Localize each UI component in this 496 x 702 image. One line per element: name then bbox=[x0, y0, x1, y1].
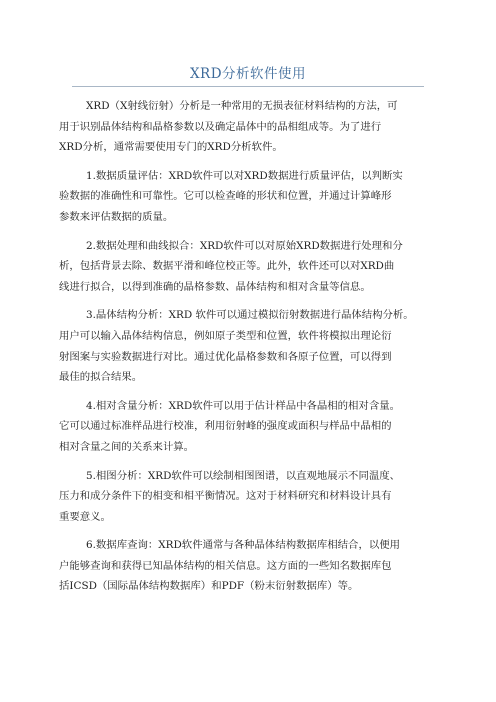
text-line: 参数来评估数据的质量。 bbox=[59, 210, 174, 223]
text-line: 3.晶体结构分析：XRD 软件可以通过模拟衍射数据进行晶体结构分析。 bbox=[86, 309, 414, 322]
paragraph-phase-diagram bbox=[59, 466, 439, 528]
text-line: 最佳的拟合结果。 bbox=[59, 371, 143, 384]
text-line: 析，包括背景去除、数据平滑和峰位校正等。此外，软件还可以对XRD曲 bbox=[59, 260, 395, 273]
text-line: 射图案与实验数据进行对比。通过优化晶格参数和各原子位置，可以得到 bbox=[59, 350, 392, 363]
text-line: 压力和成分条件下的相变和相平衡情况。这对于材料研究和材料设计具有 bbox=[59, 490, 392, 503]
paragraph-crystal-structure bbox=[59, 305, 439, 387]
document-body bbox=[59, 96, 439, 605]
title-divider bbox=[72, 86, 424, 87]
paragraph-relative-content bbox=[59, 396, 439, 458]
text-line: 重要意义。 bbox=[59, 510, 111, 523]
text-line: 括ICSD（国际晶体结构数据库）和PDF（粉末衍射数据库）等。 bbox=[59, 580, 359, 593]
text-line: 6.数据库查询：XRD软件通常与各种晶体结构数据库相结合，以便用 bbox=[86, 539, 401, 552]
text-line: 相对含量之间的关系来计算。 bbox=[59, 440, 195, 453]
text-line: 1.数据质量评估：XRD软件可以对XRD数据进行质量评估，以判断实 bbox=[86, 169, 403, 182]
text-line: 2.数据处理和曲线拟合：XRD软件可以对原始XRD数据进行处理和分 bbox=[86, 239, 403, 252]
text-line: 它可以通过标准样品进行校准，利用衍射峰的强度或面积与样品中晶相的 bbox=[59, 420, 392, 433]
text-line: 户能够查询和获得已知晶体结构的相关信息。这方面的一些知名数据库包 bbox=[59, 559, 392, 572]
text-line: XRD分析，通常需要使用专门的XRD分析软件。 bbox=[59, 141, 283, 154]
text-line: 线进行拟合，以得到准确的晶格参数、晶体结构和相对含量等信息。 bbox=[59, 280, 371, 293]
paragraph-database-query bbox=[59, 535, 439, 597]
text-line: 4.相对含量分析：XRD软件可以用于估计样品中各晶相的相对含量。 bbox=[86, 399, 401, 412]
text-line: 用于识别晶体结构和晶格参数以及确定晶体中的晶相组成等。为了进行 bbox=[59, 120, 382, 133]
text-line: 验数据的准确性和可靠性。它可以检查峰的形状和位置，并通过计算峰形 bbox=[59, 190, 392, 203]
paragraph-data-processing bbox=[59, 236, 439, 298]
document-title: XRD分析软件使用 bbox=[189, 66, 307, 82]
text-line: 5.相图分析：XRD软件可以绘制相图图谱，以直观地展示不同温度、 bbox=[86, 469, 401, 482]
text-line: 用户可以输入晶体结构信息，例如原子类型和位置，软件将模拟出理论衍 bbox=[59, 329, 392, 342]
paragraph-intro bbox=[59, 96, 439, 158]
text-line: XRD（X射线衍射）分析是一种常用的无损表征材料结构的方法，可 bbox=[86, 100, 398, 112]
paragraph-data-quality bbox=[59, 166, 439, 228]
